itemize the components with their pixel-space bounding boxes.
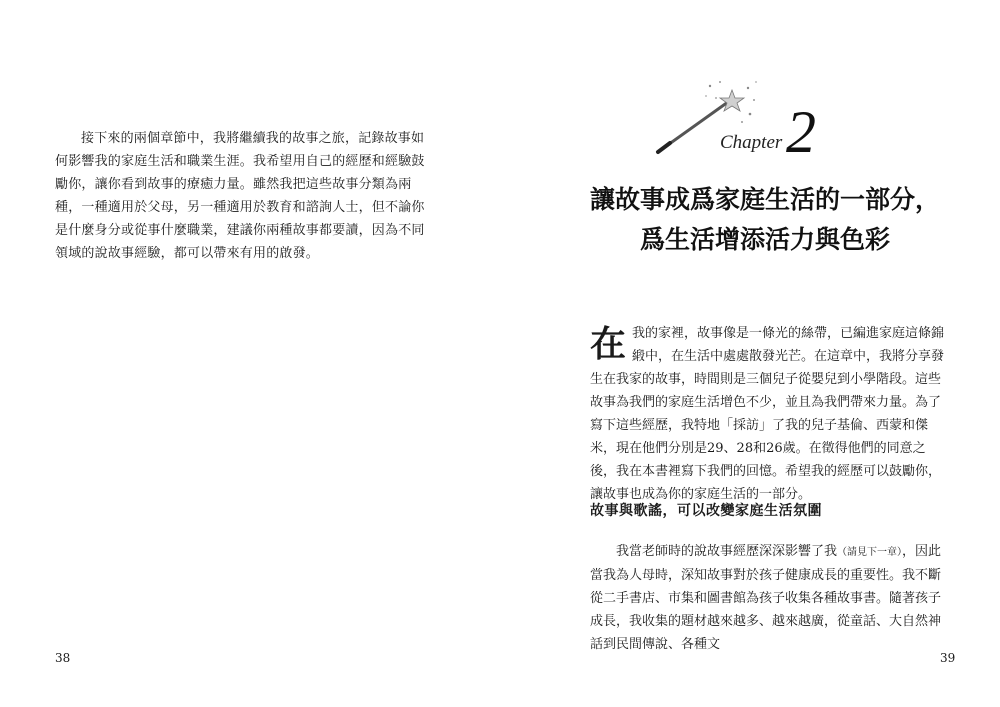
section-heading: 故事與歌謠，可以改變家庭生活氛圍 (590, 503, 822, 519)
chapter-title-line2: 爲生活增添活力與色彩 (639, 225, 890, 254)
left-page-body (55, 127, 425, 265)
chapter-title-line1: 讓故事成爲家庭生活的一部分， (589, 185, 940, 214)
drop-cap: 在 (590, 323, 627, 365)
section-note: （請見下一章） (837, 547, 903, 558)
section-body (590, 540, 950, 656)
section-text-part1: 我當老師時的說故事經歷深深影響了我 (616, 544, 838, 559)
section-paragraph (590, 540, 950, 656)
right-page (500, 0, 1000, 707)
intro-paragraph (590, 322, 950, 506)
section-text-part2: ，因此當我為人母時，深知故事對於孩子健康成長的重要性。我不斷從二手書店、市集和圖書館為孩子收集各種故事書。隨著孩子成長，我收集的題材越來越多、越來越廣，從童話、大自然神話到民間傳說、各種文 (590, 544, 942, 652)
left-paragraph: 接下來的兩個章節中，我將繼續我的故事之旅，記錄故事如何影響我的家庭生活和職業生涯。我希望用自己的經歷和經驗鼓勵你，讓你看到故事的療癒力量。雖然我把這些故事分類為兩種，一種適用於父母，另一種適用於教育和諮詢人士，但不論你是什麼身分或從事什麼職業，建議你兩種故事都要讀，因為不同領域的說故事經驗，都可以帶來有用的啟發。 (55, 131, 425, 261)
chapter-number: 2 (786, 99, 816, 165)
chapter-title (575, 180, 955, 260)
page-number-right: 39 (940, 651, 956, 665)
chapter-label: Chapter (720, 132, 783, 153)
page-number-left: 38 (55, 651, 71, 665)
intro-text: 我的家裡，故事像是一條光的絲帶，已編進家庭這條錦緞中，在生活中處處散發光芒。在這章中，我將分享發生在我家的故事，時間則是三個兒子從嬰兒到小學階段。這些故事為我們的家庭生活增色不少，並且為我們帶來力量。為了寫下這些經歷，我特地「採訪」了我的兒子基倫、西蒙和傑米，現在他們分別是29、28和26歲。在徵得他們的同意之後，我在本書裡寫下我們的回憶。希望我的經歷可以鼓勵你，讓故事也成為你的家庭生活的一部分。 (590, 326, 945, 502)
